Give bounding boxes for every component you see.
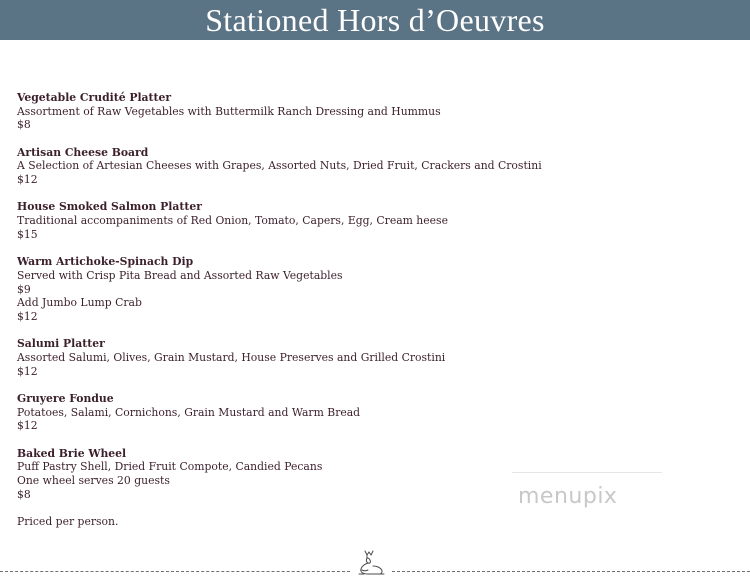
menu-item-description: Assorted Salumi, Olives, Grain Mustard, House Preserves and Grilled Crostini [17,350,446,364]
menu-item-description: A Selection of Artesian Cheeses with Grapes, Assorted Nuts, Dried Fruit, Crackers and Crostini [17,159,542,173]
watermark-logo: menupix [518,484,618,509]
menu-item-description: Assortment of Raw Vegetables with Buttermilk Ranch Dressing and Hummus [17,104,441,118]
menu-item-price: $12 [17,364,38,378]
menu-item-price: $15 [17,227,38,241]
menu-item-serving-note: One wheel serves 20 guests [17,474,170,488]
menu-item-name: House Smoked Salmon Platter [17,200,202,214]
watermark-rule [512,472,662,473]
menu-item-addon: Add Jumbo Lump Crab [17,296,142,310]
menu-item-name: Baked Brie Wheel [17,446,127,460]
menu-item-name: Salumi Platter [17,337,105,351]
pricing-note: Priced per person. [17,515,119,529]
menu-item-name: Vegetable Crudité Platter [17,91,172,104]
menu-item-price: $8 [17,487,31,501]
menu-item [17,200,707,241]
footer-divider-left [0,571,350,572]
menu-item-description: Traditional accompaniments of Red Onion, Tomato, Capers, Egg, Cream heese [17,214,448,228]
menu-list [17,91,707,529]
deer-icon [352,548,390,578]
menu-item-price: $8 [17,118,31,132]
menu-item-price: $12 [17,173,38,187]
menu-item-name: Artisan Cheese Board [17,145,149,159]
menu-item-description: Puff Pastry Shell, Dried Fruit Compote, Candied Pecans [17,460,323,474]
menu-item-name: Gruyere Fondue [17,391,114,405]
menu-item [17,337,707,378]
menu-item [17,146,707,187]
menu-item-description: Served with Crisp Pita Bread and Assorted Raw Vegetables [17,268,343,282]
menu-item [17,255,707,324]
menu-item [17,91,707,132]
menu-item-name: Warm Artichoke-Spinach Dip [17,255,194,269]
menu-item-price: $12 [17,419,38,433]
menu-item-price: $9 [17,282,31,296]
menu-item [17,392,707,433]
menu-item-description: Potatoes, Salami, Cornichons, Grain Mustard and Warm Bread [17,405,361,419]
page-title: Stationed Hors d’Oeuvres [205,2,545,38]
menu-item-addon-price: $12 [17,309,38,323]
footer-divider-right [392,571,750,572]
